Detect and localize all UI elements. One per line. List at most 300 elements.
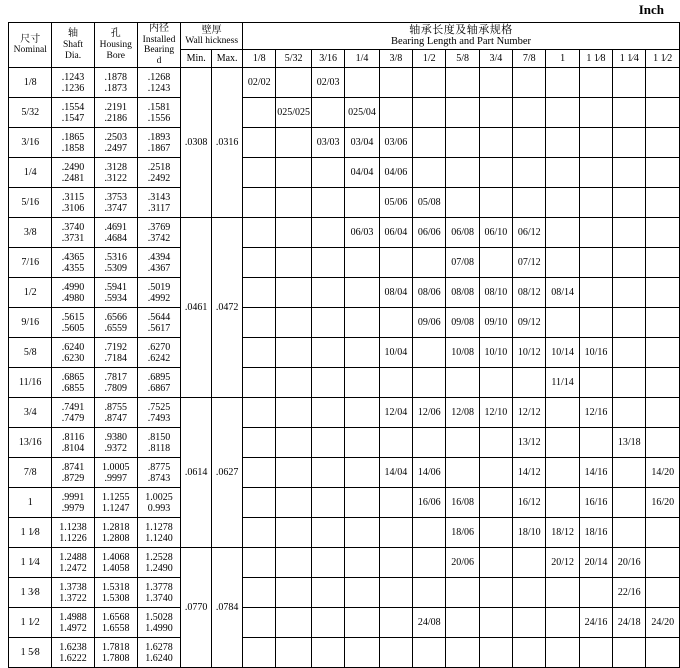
cell-part-number [276, 608, 312, 638]
cell-shaft [52, 368, 94, 398]
cell-part-number [446, 638, 479, 668]
table-row [9, 188, 680, 218]
cell-part-number: 13/12 [513, 428, 546, 458]
cell-part-number [379, 428, 412, 458]
cell-housing-max: .3753 [104, 191, 128, 203]
cell-housing-max: .1878 [104, 71, 128, 83]
cell-housing [94, 248, 137, 278]
cell-part-number: 10/12 [513, 338, 546, 368]
cell-part-number: 05/06 [379, 188, 412, 218]
cell-housing-min: .9372 [104, 442, 128, 454]
cell-part-number: 24/16 [579, 608, 612, 638]
cell-shaft-max: .2490 [61, 161, 85, 173]
cell-part-number [379, 248, 412, 278]
cell-shaft-max: .8116 [61, 431, 85, 443]
table-row [9, 128, 680, 158]
cell-part-number [479, 68, 512, 98]
cell-part-number [479, 458, 512, 488]
header-length-8: 7/8 [513, 50, 546, 68]
cell-part-number: 08/06 [413, 278, 446, 308]
cell-id-max: .8150 [147, 431, 171, 443]
cell-part-number [413, 98, 446, 128]
cell-id [137, 488, 180, 518]
cell-part-number [243, 98, 276, 128]
cell-part-number [276, 638, 312, 668]
cell-part-number [243, 128, 276, 158]
cell-part-number [311, 638, 344, 668]
cell-id-min: .6867 [147, 382, 171, 394]
cell-id-max: .1893 [147, 131, 171, 143]
header-wall-en: Wall hickness [185, 36, 239, 47]
unit-label: Inch [638, 2, 664, 17]
cell-part-number: 16/06 [413, 488, 446, 518]
cell-part-number [546, 188, 579, 218]
header-wall-thickness [181, 23, 243, 50]
cell-shaft-max: 1.3738 [59, 581, 87, 593]
cell-part-number [546, 638, 579, 668]
cell-part-number [413, 68, 446, 98]
cell-part-number [243, 638, 276, 668]
cell-id-min: .1556 [147, 112, 171, 124]
cell-part-number: 16/16 [579, 488, 612, 518]
cell-part-number [513, 128, 546, 158]
cell-part-number: 14/16 [579, 458, 612, 488]
cell-part-number [379, 638, 412, 668]
cell-part-number [345, 278, 379, 308]
table-row [9, 218, 680, 248]
cell-part-number [646, 68, 680, 98]
cell-id-min: .4992 [147, 292, 171, 304]
cell-housing-min: 1.5308 [102, 592, 130, 604]
table-row [9, 68, 680, 98]
cell-part-number: 14/06 [413, 458, 446, 488]
header-shaft-cn: 轴 [68, 28, 79, 40]
cell-part-number [579, 578, 612, 608]
cell-housing [94, 218, 137, 248]
cell-part-number [646, 338, 680, 368]
cell-housing [94, 638, 137, 668]
cell-part-number [579, 368, 612, 398]
cell-shaft [52, 638, 94, 668]
cell-housing [94, 548, 137, 578]
table-row [9, 248, 680, 278]
cell-nominal-size: 11/16 [9, 368, 52, 398]
cell-part-number: 12/16 [579, 398, 612, 428]
cell-housing-max: 1.4068 [102, 551, 130, 563]
cell-part-number: 24/18 [613, 608, 646, 638]
cell-part-number [646, 248, 680, 278]
cell-id [137, 368, 180, 398]
cell-part-number [446, 158, 479, 188]
cell-part-number [413, 128, 446, 158]
cell-housing-max: 1.5318 [102, 581, 130, 593]
cell-housing-max: .2503 [104, 131, 128, 143]
cell-part-number [345, 548, 379, 578]
cell-part-number: 08/12 [513, 278, 546, 308]
cell-part-number [413, 638, 446, 668]
cell-part-number [413, 548, 446, 578]
cell-housing-max: .2191 [104, 101, 128, 113]
cell-part-number [646, 548, 680, 578]
cell-part-number [479, 98, 512, 128]
header-shaft-en2: Dia. [65, 50, 82, 61]
table-row [9, 278, 680, 308]
cell-housing-min: .4684 [104, 232, 128, 244]
cell-part-number [243, 608, 276, 638]
cell-part-number: 08/04 [379, 278, 412, 308]
cell-part-number: 06/03 [345, 218, 379, 248]
cell-shaft-max: .1865 [61, 131, 85, 143]
header-bearing-cn: 轴承长度及轴承规格 [409, 22, 513, 36]
cell-shaft-min: .8104 [61, 442, 85, 454]
cell-nominal-size: 3/8 [9, 218, 52, 248]
cell-part-number [646, 218, 680, 248]
table-row [9, 338, 680, 368]
cell-shaft-max: .7491 [61, 401, 85, 413]
table-row [9, 518, 680, 548]
cell-id-max: 1.6278 [145, 641, 173, 653]
table-row [9, 98, 680, 128]
cell-part-number: 11/14 [546, 368, 579, 398]
cell-id-min: 1.4990 [145, 622, 173, 634]
cell-housing [94, 368, 137, 398]
header-size-en: Nominal [13, 45, 47, 56]
cell-part-number [546, 128, 579, 158]
cell-id [137, 68, 180, 98]
header-id-cn: 内径 [149, 23, 170, 34]
cell-part-number [276, 218, 312, 248]
cell-part-number: 025/025 [276, 98, 312, 128]
cell-part-number [579, 188, 612, 218]
table-row [9, 308, 680, 338]
cell-part-number [546, 158, 579, 188]
cell-part-number [311, 308, 344, 338]
cell-part-number: 14/12 [513, 458, 546, 488]
cell-shaft [52, 308, 94, 338]
cell-housing-min: 1.6558 [102, 622, 130, 634]
cell-housing-min: .8747 [104, 412, 128, 424]
cell-part-number [243, 518, 276, 548]
cell-part-number [613, 488, 646, 518]
cell-part-number [513, 188, 546, 218]
cell-shaft-min: .5605 [61, 322, 85, 334]
cell-part-number [379, 578, 412, 608]
table-header [9, 23, 680, 68]
cell-part-number [546, 428, 579, 458]
cell-part-number [276, 488, 312, 518]
cell-part-number: 16/20 [646, 488, 680, 518]
cell-housing [94, 158, 137, 188]
cell-part-number [276, 128, 312, 158]
cell-housing [94, 398, 137, 428]
cell-housing-max: 1.6568 [102, 611, 130, 623]
cell-id [137, 578, 180, 608]
cell-part-number [276, 68, 312, 98]
header-housing [94, 23, 137, 68]
cell-part-number [546, 308, 579, 338]
cell-nominal-size: 1 [9, 488, 52, 518]
cell-part-number [479, 608, 512, 638]
cell-wall-max: .0472 [212, 218, 243, 398]
cell-shaft [52, 248, 94, 278]
cell-part-number [446, 368, 479, 398]
cell-part-number [613, 338, 646, 368]
cell-part-number [579, 158, 612, 188]
cell-part-number [413, 578, 446, 608]
cell-part-number [513, 548, 546, 578]
cell-nominal-size: 1 1⁄4 [9, 548, 52, 578]
cell-part-number [546, 608, 579, 638]
cell-part-number [446, 428, 479, 458]
header-length-12: 1 1⁄2 [646, 50, 680, 68]
cell-part-number [276, 308, 312, 338]
cell-shaft-min: .7479 [61, 412, 85, 424]
cell-shaft [52, 98, 94, 128]
cell-part-number [243, 578, 276, 608]
header-length-3: 1/4 [345, 50, 379, 68]
cell-part-number [345, 518, 379, 548]
cell-part-number [479, 128, 512, 158]
cell-housing [94, 428, 137, 458]
cell-part-number [345, 188, 379, 218]
cell-nominal-size: 1/2 [9, 278, 52, 308]
cell-part-number [613, 308, 646, 338]
cell-housing [94, 278, 137, 308]
cell-shaft-min: .3731 [61, 232, 85, 244]
cell-part-number [446, 188, 479, 218]
cell-shaft-max: 1.4988 [59, 611, 87, 623]
cell-part-number [479, 638, 512, 668]
cell-id-min: .6242 [147, 352, 171, 364]
cell-part-number [243, 278, 276, 308]
cell-housing-min: .5309 [104, 262, 128, 274]
cell-id-min: .7493 [147, 412, 171, 424]
cell-part-number [345, 68, 379, 98]
cell-id-min: 0.993 [147, 502, 171, 514]
cell-part-number [479, 368, 512, 398]
cell-id-max: .5019 [147, 281, 171, 293]
cell-id-min: .1867 [147, 142, 171, 154]
cell-part-number [345, 638, 379, 668]
cell-part-number: 18/16 [579, 518, 612, 548]
header-id-en2: Bearing [144, 45, 175, 56]
cell-shaft-min: 1.6222 [59, 652, 87, 664]
cell-shaft-max: 1.1238 [59, 521, 87, 533]
cell-part-number [379, 608, 412, 638]
cell-part-number [513, 578, 546, 608]
cell-part-number [646, 368, 680, 398]
cell-nominal-size: 5/32 [9, 98, 52, 128]
cell-part-number [613, 218, 646, 248]
cell-part-number [479, 578, 512, 608]
cell-nominal-size: 13/16 [9, 428, 52, 458]
cell-housing-max: .9380 [104, 431, 128, 443]
cell-part-number [446, 458, 479, 488]
cell-part-number [613, 188, 646, 218]
cell-id-min: .2492 [147, 172, 171, 184]
header-id-en3: d [156, 56, 162, 67]
cell-shaft-max: .3740 [61, 221, 85, 233]
cell-part-number: 05/08 [413, 188, 446, 218]
cell-part-number [479, 248, 512, 278]
cell-part-number: 04/04 [345, 158, 379, 188]
cell-part-number: 20/12 [546, 548, 579, 578]
bearing-spec-table [8, 22, 680, 668]
cell-part-number: 03/06 [379, 128, 412, 158]
cell-housing-max: .7192 [104, 341, 128, 353]
cell-part-number [345, 458, 379, 488]
cell-part-number [276, 458, 312, 488]
cell-housing-max: 1.0005 [102, 461, 130, 473]
cell-housing-min: .3122 [104, 172, 128, 184]
cell-part-number [276, 398, 312, 428]
cell-shaft [52, 608, 94, 638]
cell-housing [94, 578, 137, 608]
cell-part-number [345, 428, 379, 458]
cell-housing [94, 488, 137, 518]
cell-id [137, 518, 180, 548]
cell-housing [94, 338, 137, 368]
cell-part-number: 06/12 [513, 218, 546, 248]
cell-part-number [276, 428, 312, 458]
cell-part-number: 12/10 [479, 398, 512, 428]
cell-housing-max: .5941 [104, 281, 128, 293]
cell-shaft-min: .4355 [61, 262, 85, 274]
cell-id-min: .4367 [147, 262, 171, 274]
cell-housing [94, 518, 137, 548]
cell-part-number [613, 638, 646, 668]
cell-housing [94, 608, 137, 638]
cell-part-number [579, 218, 612, 248]
cell-part-number [311, 458, 344, 488]
cell-shaft-min: .1547 [61, 112, 85, 124]
cell-part-number [276, 518, 312, 548]
cell-part-number [243, 308, 276, 338]
cell-id [137, 218, 180, 248]
cell-housing-min: 1.2808 [102, 532, 130, 544]
cell-part-number: 24/20 [646, 608, 680, 638]
cell-part-number: 10/10 [479, 338, 512, 368]
cell-id-max: .5644 [147, 311, 171, 323]
cell-housing [94, 68, 137, 98]
cell-shaft [52, 188, 94, 218]
cell-part-number: 24/08 [413, 608, 446, 638]
cell-part-number [276, 278, 312, 308]
cell-part-number [579, 428, 612, 458]
cell-shaft [52, 278, 94, 308]
cell-shaft-min: 1.3722 [59, 592, 87, 604]
cell-part-number [546, 578, 579, 608]
cell-housing-max: 1.7818 [102, 641, 130, 653]
cell-part-number [379, 518, 412, 548]
cell-shaft-min: .6230 [61, 352, 85, 364]
cell-id [137, 278, 180, 308]
cell-part-number [646, 128, 680, 158]
cell-part-number [243, 458, 276, 488]
table-row [9, 548, 680, 578]
cell-part-number [379, 368, 412, 398]
cell-id [137, 398, 180, 428]
cell-shaft [52, 218, 94, 248]
header-id-en1: Installed [142, 34, 176, 45]
cell-part-number [613, 278, 646, 308]
cell-part-number: 08/08 [446, 278, 479, 308]
cell-part-number [479, 548, 512, 578]
cell-part-number: 12/06 [413, 398, 446, 428]
cell-shaft-max: .6865 [61, 371, 85, 383]
cell-housing-max: .4691 [104, 221, 128, 233]
cell-part-number: 03/04 [345, 128, 379, 158]
cell-housing-min: 1.4058 [102, 562, 130, 574]
cell-housing-min: .5934 [104, 292, 128, 304]
cell-shaft-max: 1.2488 [59, 551, 87, 563]
cell-wall-min: .0614 [181, 398, 212, 548]
header-installed-id [137, 23, 180, 68]
cell-housing-min: .6559 [104, 322, 128, 334]
cell-part-number [446, 68, 479, 98]
cell-id [137, 158, 180, 188]
cell-nominal-size: 5/8 [9, 338, 52, 368]
cell-nominal-size: 3/4 [9, 398, 52, 428]
cell-part-number: 09/08 [446, 308, 479, 338]
cell-part-number: 03/03 [311, 128, 344, 158]
cell-part-number: 06/06 [413, 218, 446, 248]
cell-id-max: .1268 [147, 71, 171, 83]
header-length-4: 3/8 [379, 50, 412, 68]
cell-part-number: 02/02 [243, 68, 276, 98]
cell-part-number [379, 488, 412, 518]
cell-part-number [311, 218, 344, 248]
cell-shaft-min: .2481 [61, 172, 85, 184]
cell-id [137, 188, 180, 218]
header-length-9: 1 [546, 50, 579, 68]
cell-part-number: 04/06 [379, 158, 412, 188]
cell-part-number [413, 368, 446, 398]
cell-id [137, 608, 180, 638]
header-length-2: 3/16 [311, 50, 344, 68]
cell-part-number [546, 68, 579, 98]
cell-part-number [513, 158, 546, 188]
cell-nominal-size: 3/16 [9, 128, 52, 158]
cell-housing-max: .6566 [104, 311, 128, 323]
cell-shaft-max: .4990 [61, 281, 85, 293]
cell-part-number [311, 398, 344, 428]
cell-part-number [276, 338, 312, 368]
cell-nominal-size: 7/8 [9, 458, 52, 488]
cell-shaft-min: .4980 [61, 292, 85, 304]
table-row [9, 578, 680, 608]
cell-part-number [646, 518, 680, 548]
cell-id-max: .6895 [147, 371, 171, 383]
cell-id [137, 428, 180, 458]
cell-part-number [513, 638, 546, 668]
table-row [9, 368, 680, 398]
header-wall-max: Max. [212, 50, 243, 68]
cell-part-number: 22/16 [613, 578, 646, 608]
cell-part-number [311, 608, 344, 638]
cell-shaft [52, 548, 94, 578]
cell-part-number [479, 518, 512, 548]
cell-part-number [513, 98, 546, 128]
cell-housing-min: .7809 [104, 382, 128, 394]
cell-part-number [311, 548, 344, 578]
cell-part-number: 14/20 [646, 458, 680, 488]
cell-part-number [345, 248, 379, 278]
cell-part-number [311, 278, 344, 308]
header-length-6: 5/8 [446, 50, 479, 68]
cell-part-number [446, 98, 479, 128]
cell-shaft-min: 1.2472 [59, 562, 87, 574]
